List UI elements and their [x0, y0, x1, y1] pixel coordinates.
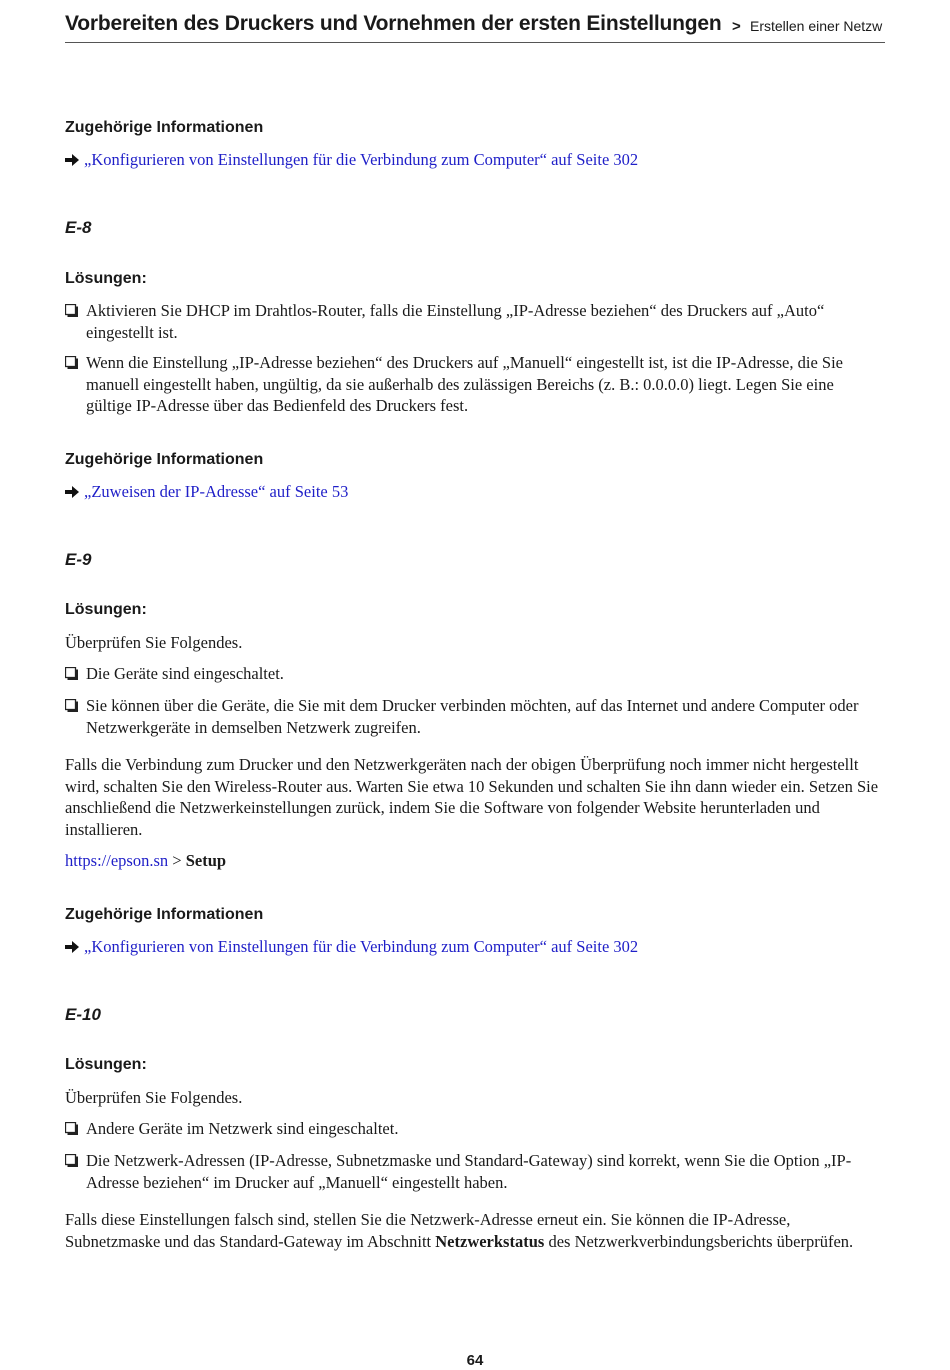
- paragraph-text-end: des Netzwerkverbindungsberichts überprüfen.: [544, 1231, 854, 1251]
- related-link-text[interactable]: „Zuweisen der IP-Adresse“ auf Seite 53: [84, 482, 349, 501]
- paragraph-text-start: Falls diese Einstellungen falsch sind, stellen Sie die Netzwerk-Adresse erneut ein. Sie können die IP-Adresse, Subnetzmaske und das Standard-Gateway im Abschnitt: [65, 1210, 791, 1251]
- checkbox-bullet-icon: [65, 1122, 78, 1135]
- epson-url-link[interactable]: https://epson.sn: [65, 851, 169, 870]
- setup-label: Setup: [185, 851, 227, 870]
- arrow-right-icon: [65, 941, 79, 953]
- related-link[interactable]: [65, 482, 348, 502]
- list-item: [65, 1150, 880, 1193]
- page-number: 64: [466, 1352, 484, 1369]
- breadcrumb-separator: >: [732, 18, 741, 35]
- arrow-right-icon: [65, 154, 79, 166]
- list-item-text: Sie können über die Geräte, die Sie mit dem Drucker verbinden möchten, auf das Internet und andere Computer oder Netzwerkgeräte in demselben Netzwerk zugreifen.: [86, 696, 859, 737]
- list-item: [65, 300, 880, 343]
- checkbox-bullet-icon: [65, 699, 78, 712]
- solutions-label: Lösungen:: [65, 270, 147, 287]
- chapter-title: Vorbereiten des Druckers und Vornehmen der ersten Einstellungen: [65, 12, 722, 35]
- solutions-label: Lösungen:: [65, 1056, 147, 1073]
- running-header: [65, 10, 885, 43]
- setup-url-line: [65, 850, 880, 872]
- solutions-label: Lösungen:: [65, 601, 147, 618]
- list-item-text: Die Geräte sind eingeschaltet.: [86, 664, 284, 683]
- related-link-text[interactable]: „Konfigurieren von Einstellungen für die Verbindung zum Computer“ auf Seite 302: [84, 937, 639, 956]
- arrow-right-icon: [65, 486, 79, 498]
- list-item-text: Aktivieren Sie DHCP im Drahtlos-Router, falls die Einstellung „IP-Adresse beziehen“ des Druckers auf „Auto“ eingestellt ist.: [86, 301, 825, 342]
- url-separator: >: [168, 851, 186, 870]
- checkbox-bullet-icon: [65, 356, 78, 369]
- list-item: [65, 352, 880, 417]
- error-code-heading: E-8: [65, 218, 92, 237]
- section-title: Erstellen einer Netzw: [750, 18, 883, 34]
- checkbox-bullet-icon: [65, 1154, 78, 1167]
- network-status-label: Netzwerkstatus: [435, 1231, 545, 1251]
- checkbox-bullet-icon: [65, 667, 78, 680]
- list-item: [65, 695, 880, 738]
- related-info-heading: Zugehörige Informationen: [65, 451, 264, 468]
- body-paragraph: Falls die Verbindung zum Drucker und den Netzwerkgeräten nach der obigen Überprüfung noch immer nicht hergestellt wird, schalten Sie den Wireless-Router aus. Warten Sie etwa 10 Sekunden und schalten Sie ihn dann wieder ein. Setzen Sie anschließend die Netzwerkeinstellungen zurück, indem Sie die Software von folgender Website herunterladen und installieren.: [65, 755, 879, 839]
- related-link-text[interactable]: „Konfigurieren von Einstellungen für die Verbindung zum Computer“ auf Seite 302: [84, 150, 639, 169]
- related-link[interactable]: [65, 150, 638, 170]
- intro-text: Überprüfen Sie Folgendes.: [65, 633, 243, 652]
- body-paragraph: [65, 1209, 880, 1252]
- list-item-text: Andere Geräte im Netzwerk sind eingeschaltet.: [86, 1119, 399, 1138]
- checkbox-bullet-icon: [65, 304, 78, 317]
- related-link[interactable]: [65, 937, 638, 957]
- related-info-heading: Zugehörige Informationen: [65, 119, 264, 136]
- error-code-heading: E-9: [65, 550, 92, 569]
- list-item: [65, 1118, 880, 1140]
- error-code-heading: E-10: [65, 1005, 101, 1024]
- intro-text: Überprüfen Sie Folgendes.: [65, 1088, 243, 1107]
- list-item-text: Die Netzwerk-Adressen (IP-Adresse, Subnetzmaske und Standard-Gateway) sind korrekt, wenn Sie die Option „IP-Adresse beziehen“ im Drucker auf „Manuell“ eingestellt haben.: [86, 1151, 852, 1192]
- related-info-heading: Zugehörige Informationen: [65, 906, 264, 923]
- list-item: [65, 663, 880, 685]
- list-item-text: Wenn die Einstellung „IP-Adresse beziehen“ des Druckers auf „Manuell“ eingestellt ist, ist die IP-Adresse, die Sie manuell eingestellt haben, ungültig, da sie außerhalb des zulässigen Bereichs (z. B.: 0.0.0.0) liegt. Legen Sie eine gültige IP-Adresse über das Bedienfeld des Druckers fest.: [86, 353, 843, 415]
